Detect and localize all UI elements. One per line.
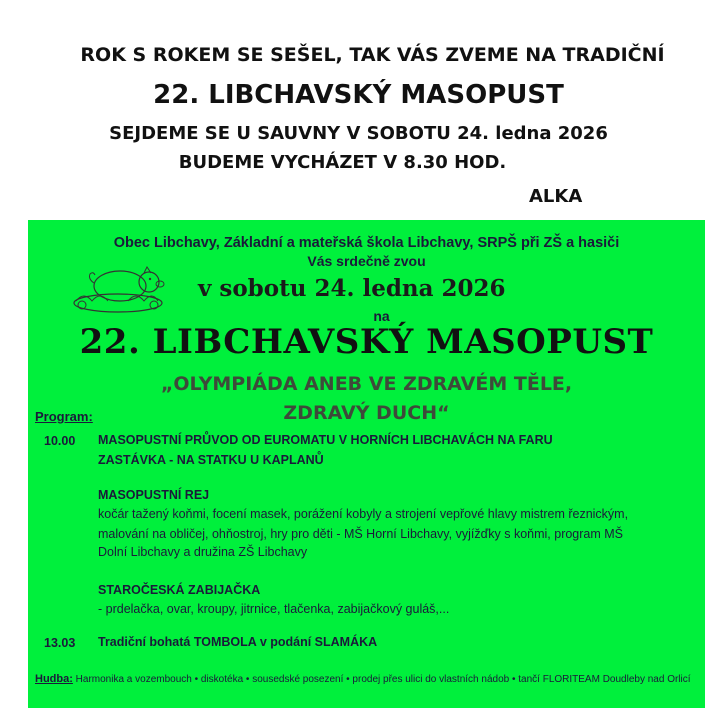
invitation-line-4: BUDEME VYCHÁZET V 8.30 HOD. xyxy=(178,152,507,173)
program-item-1-line-1: MASOPUSTNÍ PRŮVOD OD EUROMATU V HORNÍCH LIBCHAVÁCH NA FARU xyxy=(98,433,553,447)
program-item-2-line-3: Dolní Libchavy a družina ZŠ Libchavy xyxy=(98,545,308,559)
invitation-line-1: ROK S ROKEM SE SEŠEL, TAK VÁS ZVEME NA TRADIČNÍ xyxy=(80,44,665,66)
poster-subtitle-1: „OLYMPIÁDA ANEB VE ZDRAVÉM TĚLE, xyxy=(160,373,573,395)
program-time-2: 13.03 xyxy=(44,636,76,650)
music-label: Hudba: xyxy=(35,673,73,685)
program-item-2-line-2: malování na obličej, ohňostroj, hry pro děti - MŠ Horní Libchavy, vyjížďky s koňmi, program MŠ xyxy=(98,527,624,541)
masopust-poster xyxy=(28,220,705,708)
program-item-1-line-2: ZASTÁVKA - NA STATKU U KAPLANŮ xyxy=(98,453,324,467)
music-info xyxy=(35,673,705,685)
program-item-4-line-1: Tradiční bohatá TOMBOLA v podání SLAMÁKA xyxy=(98,635,378,649)
program-label: Program: xyxy=(35,409,93,424)
invitation-line-3: SEJDEME SE U SAUVNY V SOBOTU 24. ledna 2026 xyxy=(109,123,608,144)
poster-title: 22. LIBCHAVSKÝ MASOPUST xyxy=(79,322,654,362)
poster-na: na xyxy=(373,308,390,324)
program-item-3-line-1: - prdelačka, ovar, kroupy, jitrnice, tlačenka, zabijačkový guláš,... xyxy=(98,602,450,616)
poster-invite: Vás srdečně zvou xyxy=(307,253,426,269)
program-item-2-heading: MASOPUSTNÍ REJ xyxy=(98,488,210,502)
program-time-1: 10.00 xyxy=(44,434,76,448)
invitation-title: 22. LIBCHAVSKÝ MASOPUST xyxy=(153,80,564,110)
music-text: Harmonika a vozembouch • diskotéka • sousedské posezení • prodej přes ulici do vlastních nádob • tančí FLORITEAM Doudleby nad Orlicí xyxy=(72,674,691,685)
program-item-2-line-1: kočár tažený koňmi, focení masek, porážení kobyly a strojení vepřové hlavy mistrem řeznickým, xyxy=(98,507,629,521)
poster-organizers: Obec Libchavy, Základní a mateřská škola Libchavy, SRPŠ při ZŠ a hasiči xyxy=(113,235,620,251)
program-item-3-heading: STAROČESKÁ ZABIJAČKA xyxy=(98,583,261,597)
poster-subtitle-2: ZDRAVÝ DUCH“ xyxy=(283,402,450,424)
poster-date: v sobotu 24. ledna 2026 xyxy=(198,275,506,302)
signature: ALKA xyxy=(529,186,583,207)
